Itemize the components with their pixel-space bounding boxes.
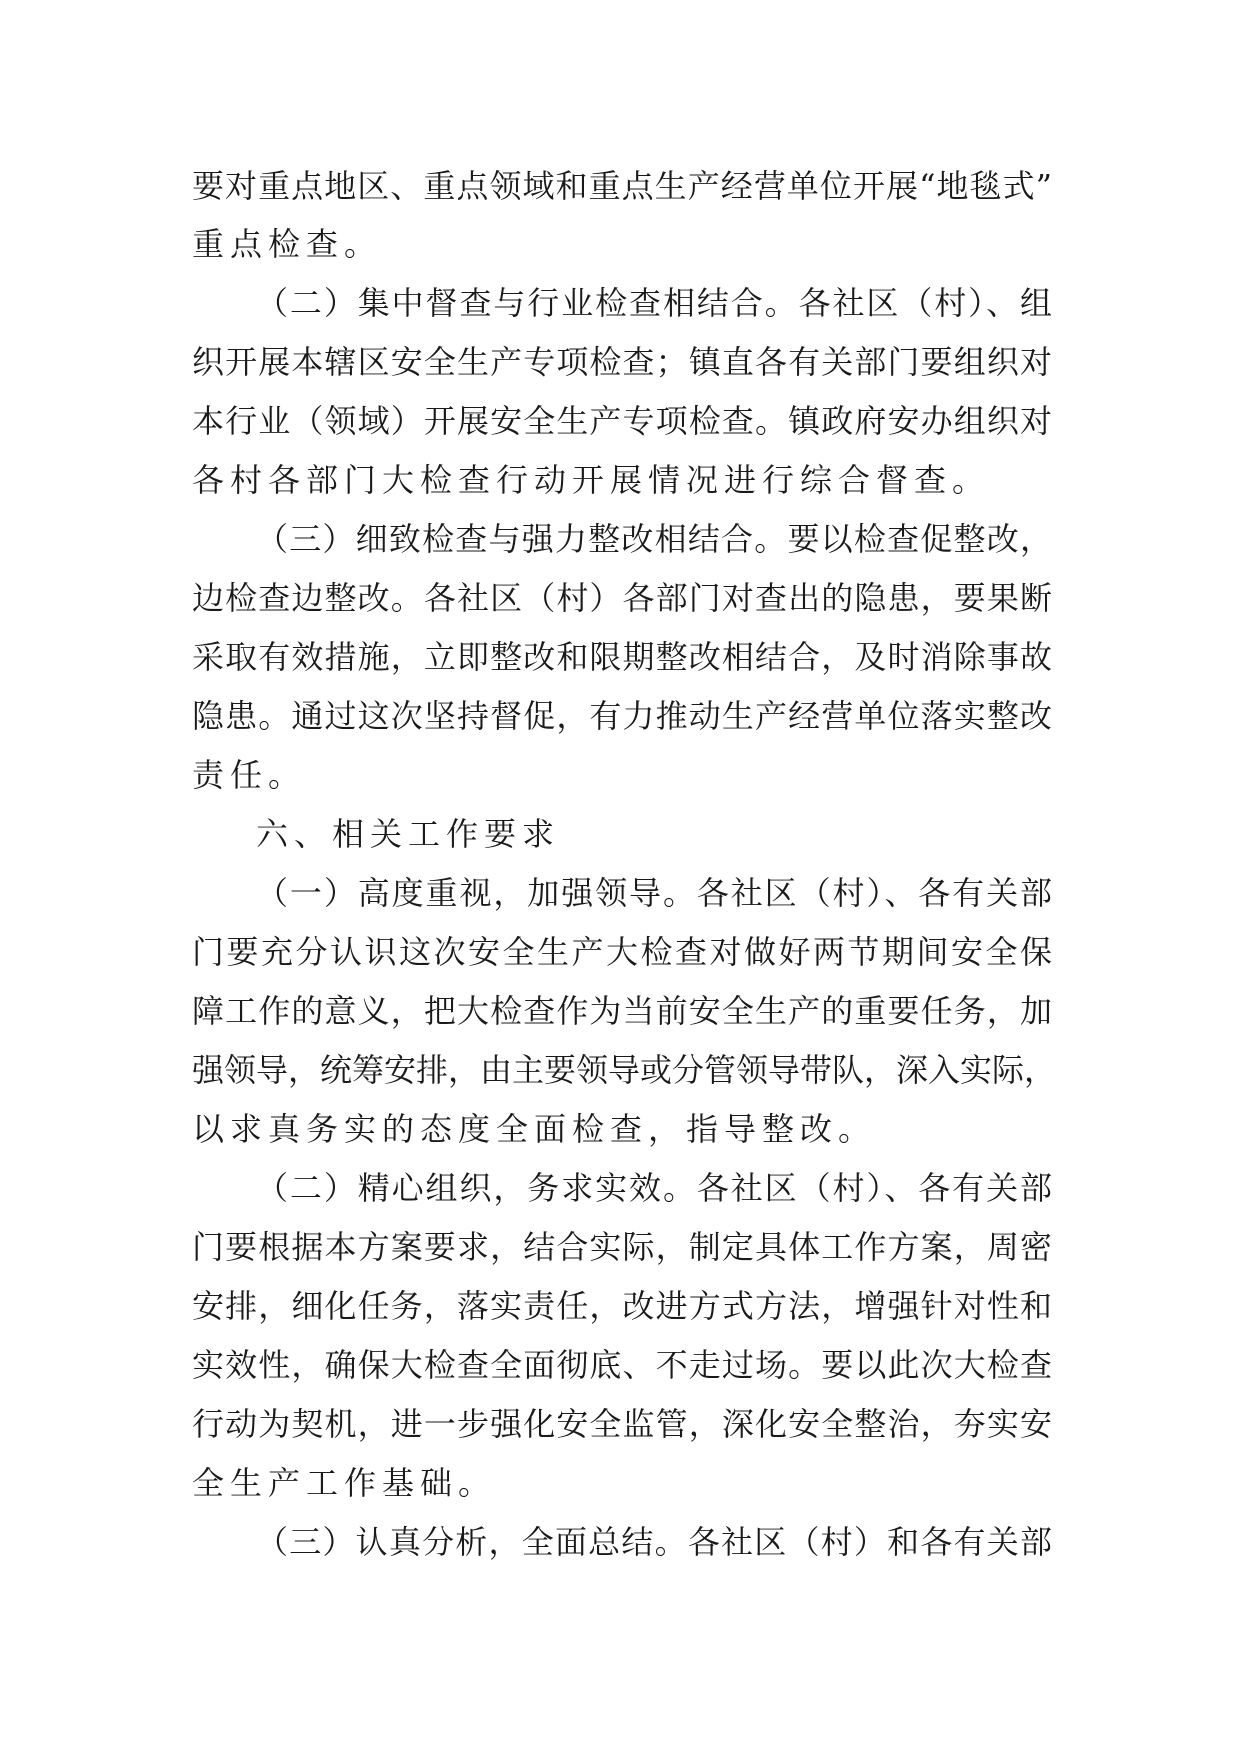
text-line: 要对重点地区、重点领域和重点生产经营单位开展“地毯式” xyxy=(192,167,1052,205)
text-line: 采取有效措施，立即整改和限期整改相结合，及时消除事故 xyxy=(192,638,1052,676)
text-line: （二）精心组织，务求实效。各社区（村）、各有关部 xyxy=(256,1169,1052,1207)
text-line: 行动为契机，进一步强化安全监管，深化安全整治，夯实安 xyxy=(192,1405,1052,1443)
text-line: （三）认真分析，全面总结。各社区（村）和各有关部 xyxy=(256,1523,1052,1561)
text-line: 边检查边整改。各社区（村）各部门对查出的隐患，要果断 xyxy=(192,579,1052,617)
text-line: 以求真务实的态度全面检查，指导整改。 xyxy=(192,1110,877,1148)
text-line: 隐患。通过这次坚持督促，有力推动生产经营单位落实整改 xyxy=(192,697,1052,735)
text-line: 全生产工作基础。 xyxy=(192,1464,497,1502)
text-line: 重点检查。 xyxy=(192,225,383,263)
text-line: 障工作的意义，把大检查作为当前安全生产的重要任务，加 xyxy=(192,992,1052,1030)
text-line: 本行业（领域）开展安全生产专项检查。镇政府安办组织对 xyxy=(192,402,1052,440)
text-line: （一）高度重视，加强领导。各社区（村）、各有关部 xyxy=(256,874,1052,912)
text-line: 责任。 xyxy=(192,756,307,794)
text-line: 强领导，统筹安排，由主要领导或分管领导带队，深入实际， xyxy=(192,1051,1057,1089)
text-line: 各村各部门大检查行动开展情况进行综合督查。 xyxy=(192,461,991,499)
text-line: 实效性，确保大检查全面彻底、不走过场。要以此次大检查 xyxy=(192,1346,1052,1384)
text-line: 门要充分认识这次安全生产大检查对做好两节期间安全保 xyxy=(192,933,1052,971)
section-heading: 六、相关工作要求 xyxy=(256,815,561,853)
text-line: （三）细致检查与强力整改相结合。要以检查促整改， xyxy=(256,520,1052,558)
text-line: （二）集中督查与行业检查相结合。各社区（村）、组 xyxy=(256,284,1052,322)
text-line: 安排，细化任务，落实责任，改进方式方法，增强针对性和 xyxy=(192,1287,1052,1325)
text-line: 织开展本辖区安全生产专项检查；镇直各有关部门要组织对 xyxy=(192,343,1052,381)
text-line: 门要根据本方案要求，结合实际，制定具体工作方案，周密 xyxy=(192,1228,1052,1266)
